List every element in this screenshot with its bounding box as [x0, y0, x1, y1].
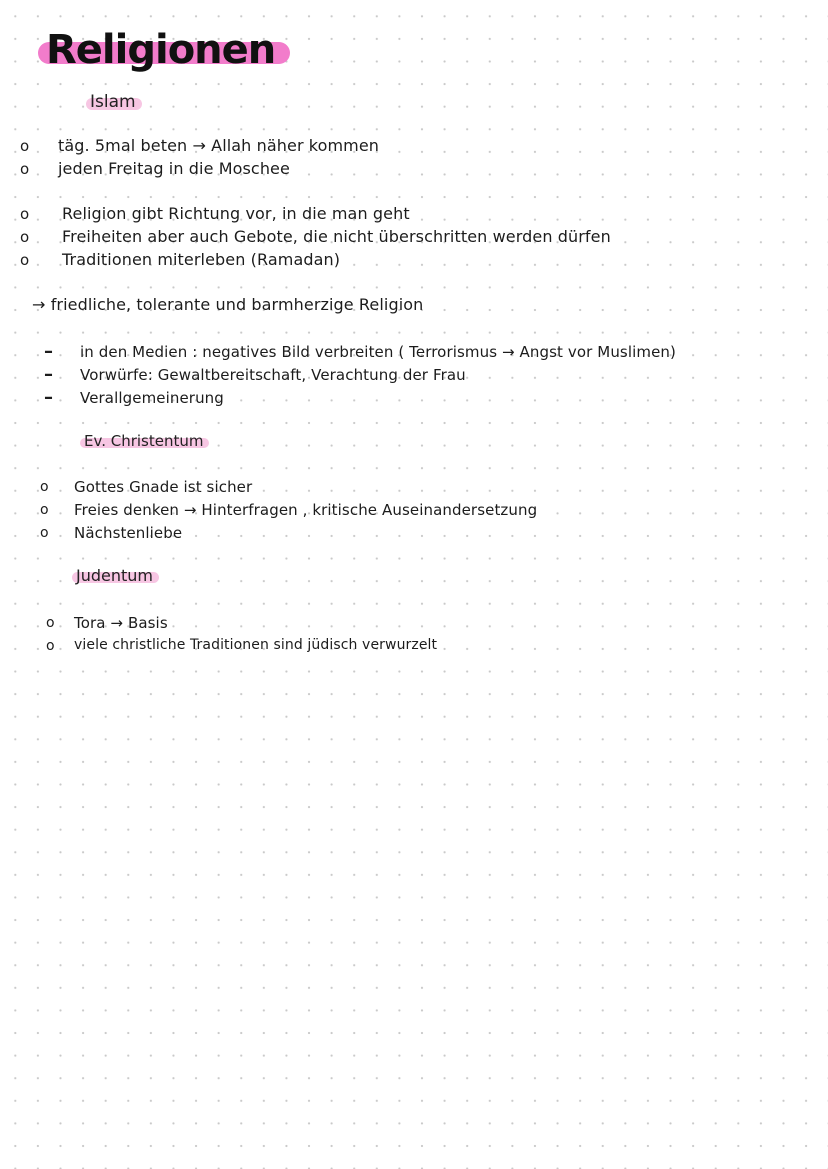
list-item: Vorwürfe: Gewaltbereitschaft, Verachtung der Frau [80, 366, 466, 384]
list-item: in den Medien : negatives Bild verbreiten ( Terrorismus → Angst vor Muslimen) [80, 343, 676, 361]
list-item: täg. 5mal beten → Allah näher kommen [58, 136, 380, 155]
section-heading-islam [90, 92, 136, 112]
bullet-marker: o [40, 479, 49, 495]
conclusion-line: → friedliche, tolerante und barmherzige Religion [32, 295, 424, 314]
bullet-marker: o [20, 160, 30, 178]
bullet-marker: o [20, 205, 30, 223]
dash-marker: – [44, 364, 53, 385]
bullet-marker: o [46, 615, 55, 631]
list-item: Gottes Gnade ist sicher [74, 478, 253, 496]
list-item: viele christliche Traditionen sind jüdisch verwurzelt [74, 637, 438, 653]
dash-marker: – [44, 387, 53, 408]
bullet-marker: o [20, 228, 30, 246]
list-item: Freies denken → Hinterfragen , kritische Auseinandersetzung [74, 501, 538, 519]
list-item: jeden Freitag in die Moschee [58, 159, 290, 178]
list-item: Religion gibt Richtung vor, in die man geht [62, 204, 410, 223]
bullet-marker: o [20, 251, 30, 269]
list-item: Tora → Basis [74, 614, 168, 632]
bullet-marker: o [40, 525, 49, 541]
page-title: Religionen [46, 27, 276, 73]
page-title-block [38, 28, 275, 72]
heading-text: Ev. Christentum [84, 432, 204, 450]
section-heading-judentum [76, 566, 153, 585]
bullet-marker: o [20, 137, 30, 155]
section-heading-christentum [84, 432, 203, 450]
heading-text: Islam [90, 92, 136, 112]
bullet-marker: o [40, 502, 49, 518]
list-item: Verallgemeinerung [80, 389, 224, 407]
list-item: Nächstenliebe [74, 524, 183, 542]
list-item: Traditionen miterleben (Ramadan) [62, 250, 341, 269]
dash-marker: – [44, 341, 53, 362]
heading-text: Judentum [76, 566, 153, 585]
list-item: Freiheiten aber auch Gebote, die nicht überschritten werden dürfen [62, 227, 611, 246]
bullet-marker: o [46, 638, 55, 654]
